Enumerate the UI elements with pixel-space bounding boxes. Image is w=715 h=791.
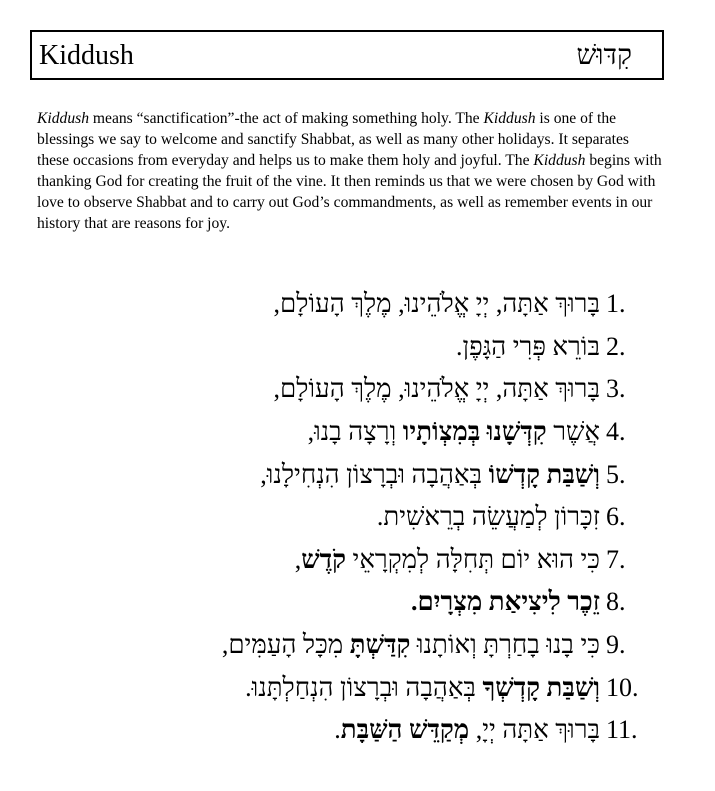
intro-text: is one of the blessings we say to welcome and sanctify Shabbat, as well as many other holidays. It separates these occasions from everyday and helps us to make them holy and joyful. The (37, 110, 629, 169)
blessing-text (295, 545, 606, 575)
intro-text: means “sanctification”-the act of making something holy. The (89, 110, 484, 127)
blessing-line (60, 453, 662, 496)
blessing-text (411, 587, 606, 617)
blessing-text-segment: זִכָּרוֹן לְמַעֲשֵׂה בְרֵאשִׁית. (376, 502, 600, 532)
intro-text: begins with thanking God for creating the fruit of the vine. It then reminds us that we were chosen by God with love to observe Shabbat and to carry out God’s commandments, as well as remember events in our history that are reasons for joy. (37, 152, 662, 232)
blessing-text (377, 502, 606, 532)
blessing-text-bold: זֵכֶר לִיצִיאַת מִצְרָיִם. (410, 587, 600, 617)
blessing-text-bold: וְשַׁבַּת קָדְשׁוֹ (488, 459, 600, 489)
blessing-text-segment: בָּרוּךְ אַתָּה, יְיָ אֱלֹהֵינוּ, מֶלֶךְ הָעוֹלָם, (273, 289, 600, 319)
blessing-text (222, 630, 606, 660)
blessing-text-segment: בְּאַהֲבָה וּבְרָצוֹן הִנְחַלְתָּנוּ. (245, 672, 483, 702)
blessing-text-bold: קִדַּשְׁתָּ (349, 630, 411, 660)
blessing-number: 3. (606, 374, 626, 404)
blessing-text-bold: מְקַדֵּשׁ הַשַּׁבָּת (340, 715, 470, 745)
blessing-text (260, 460, 606, 490)
blessing-text-segment: בָּרוּךְ אַתָּה יְיָ, (469, 715, 600, 745)
blessing-number: 6. (606, 502, 626, 532)
blessing-line (60, 666, 662, 709)
blessing-text (274, 374, 606, 404)
blessing-number: 7. (606, 544, 626, 574)
blessing-text-segment: אֲשֶׁר (546, 417, 600, 447)
blessing-number: 9. (606, 630, 626, 660)
blessing-line (60, 539, 662, 582)
blessing-text-bold: קִדְּשָׁנוּ בְּמִצְוֹתָיו (402, 417, 547, 447)
blessing-text-bold: קֹדֶשׁ (301, 544, 347, 574)
blessing-text (274, 289, 606, 319)
blessing-line (60, 709, 662, 752)
intro-paragraph (37, 108, 663, 234)
intro-term-kiddush: Kiddush (533, 152, 586, 169)
blessing-text-segment: . (334, 715, 341, 745)
blessing-text (456, 332, 606, 362)
blessing-text (308, 417, 606, 447)
blessing-list (60, 283, 662, 752)
blessing-number: 11. (606, 715, 638, 745)
blessing-number: 8. (606, 587, 626, 617)
blessing-text-segment: כִּי בָנוּ בָחַרְתָּ וְאוֹתָנוּ (410, 630, 600, 660)
blessing-line (60, 326, 662, 369)
blessing-line (60, 368, 662, 411)
title-box (30, 30, 664, 80)
blessing-number: 5. (606, 459, 626, 489)
blessing-number: 10. (606, 672, 639, 702)
blessing-line (60, 411, 662, 454)
blessing-text-segment: , (294, 544, 302, 574)
blessing-line (60, 624, 662, 667)
blessing-number: 2. (606, 331, 626, 361)
blessing-line (60, 496, 662, 539)
blessing-line (60, 283, 662, 326)
blessing-text-segment: בְּאַהֲבָה וּבְרָצוֹן הִנְחִילָנוּ, (260, 459, 489, 489)
title-hebrew: קִדּוּשׁ (576, 40, 632, 71)
blessing-text-segment: מִכָּל הָעַמִּים, (221, 630, 350, 660)
blessing-text-bold: וְשַׁבַּת קָדְשְׁךָ (482, 672, 600, 702)
blessing-text-segment: וְרָצָה בָנוּ, (307, 417, 403, 447)
title-english: Kiddush (39, 40, 134, 71)
blessing-text-segment: בּוֹרֵא פְּרִי הַגָּפֶן. (455, 331, 600, 361)
blessing-line (60, 581, 662, 624)
blessing-text (334, 715, 606, 745)
blessing-text-segment: כִּי הוּא יוֹם תְּחִלָּה לְמִקְרָאֵי (346, 544, 600, 574)
blessing-text (245, 673, 606, 703)
blessing-text-segment: בָּרוּךְ אַתָּה, יְיָ אֱלֹהֵינוּ, מֶלֶךְ הָעוֹלָם, (273, 374, 600, 404)
intro-term-kiddush: Kiddush (483, 110, 536, 127)
blessing-number: 4. (606, 417, 626, 447)
blessing-number: 1. (606, 289, 626, 319)
intro-term-kiddush: Kiddush (37, 110, 89, 127)
